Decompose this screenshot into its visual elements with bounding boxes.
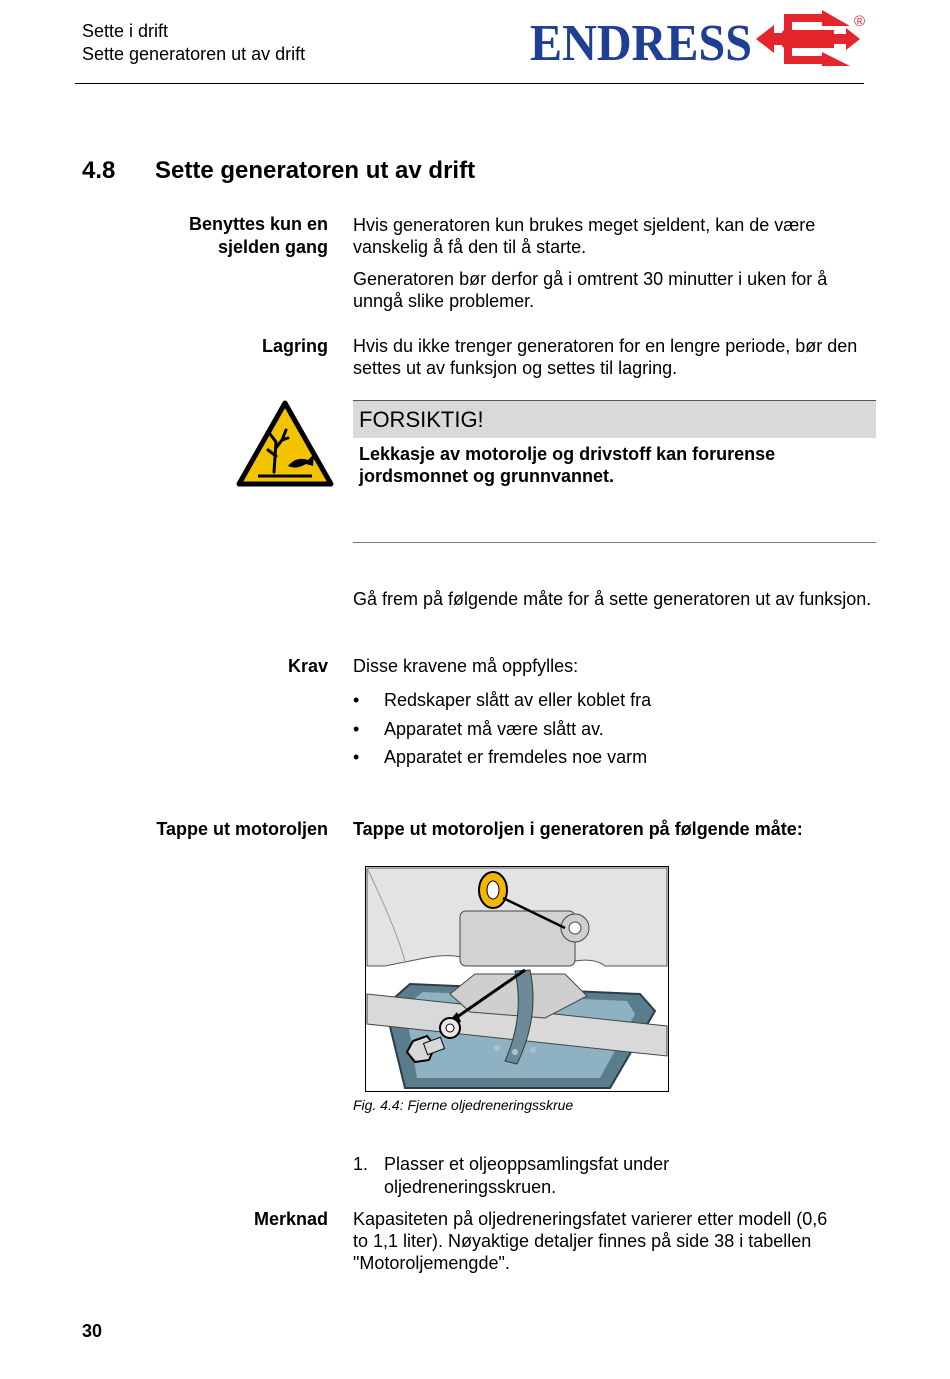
caution-banner — [353, 400, 876, 438]
page-number: 30 — [82, 1321, 103, 1341]
paragraph-note: Kapasiteten på oljedreneringsfatet varierer etter modell (0,6 to 1,1 liter). Nøyaktige detaljer finnes på side 38 i tabellen "Motoroljemengde". — [353, 1209, 828, 1273]
side-label-drain: Tappe ut motoroljen — [156, 819, 328, 839]
drain-heading: Tappe ut motoroljen i generatoren på følgende måte: — [353, 819, 803, 839]
side-label-rarely: Benyttes kun en sjelden gang — [188, 214, 328, 257]
paragraph-storage: Hvis du ikke trenger generatoren for en lengre periode, bør den settes ut av funksjon og settes til lagring. — [353, 336, 858, 378]
endress-logo — [528, 8, 873, 70]
oil-drain-figure — [365, 866, 669, 1092]
requirements-intro: Disse kravene må oppfylles: — [353, 656, 579, 676]
caution-bottom-rule — [353, 542, 876, 543]
environment-hazard-icon — [236, 400, 334, 488]
list-item-text: Apparatet er fremdeles noe varm — [384, 747, 648, 767]
caution-text: Lekkasje av motorolje og drivstoff kan forurense jordsmonnet og grunnvannet. — [359, 444, 776, 486]
bullet-marker: • — [353, 719, 360, 739]
header-rule — [75, 83, 864, 84]
list-item-text: Apparatet må være slått av. — [384, 719, 604, 739]
list-item-text: Redskaper slått av eller koblet fra — [384, 690, 652, 710]
svg-text:ENDRESS: ENDRESS — [530, 15, 752, 70]
paragraph-rarely-1: Hvis generatoren kun brukes meget sjeldent, kan de være vanskelig å få den til å starte. — [353, 215, 816, 257]
bullet-marker: • — [353, 690, 360, 710]
bullet-marker: • — [353, 747, 360, 767]
paragraph-rarely-2: Generatoren bør derfor gå i omtrent 30 minutter i uken for å unngå slike problemer. — [353, 269, 828, 311]
side-label-requirements: Krav — [287, 656, 328, 676]
caution-title: FORSIKTIG! — [359, 407, 484, 432]
section-title: Sette generatoren ut av drift — [155, 157, 476, 184]
step-number: 1. — [353, 1154, 369, 1174]
header-chapter: Sette i drift — [82, 21, 169, 41]
header-section: Sette generatoren ut av drift — [82, 44, 306, 64]
paragraph-proceed: Gå frem på følgende måte for å sette generatoren ut av funksjon. — [353, 589, 872, 609]
section-number: 4.8 — [82, 157, 116, 184]
side-label-storage: Lagring — [262, 336, 328, 356]
svg-text:®: ® — [854, 13, 866, 30]
figure-caption: Fig. 4.4: Fjerne oljedreneringsskrue — [353, 1097, 574, 1113]
side-label-note: Merknad — [253, 1209, 328, 1229]
step-text: Plasser et oljeoppsamlingsfat under oljedreneringsskruen. — [384, 1154, 670, 1197]
